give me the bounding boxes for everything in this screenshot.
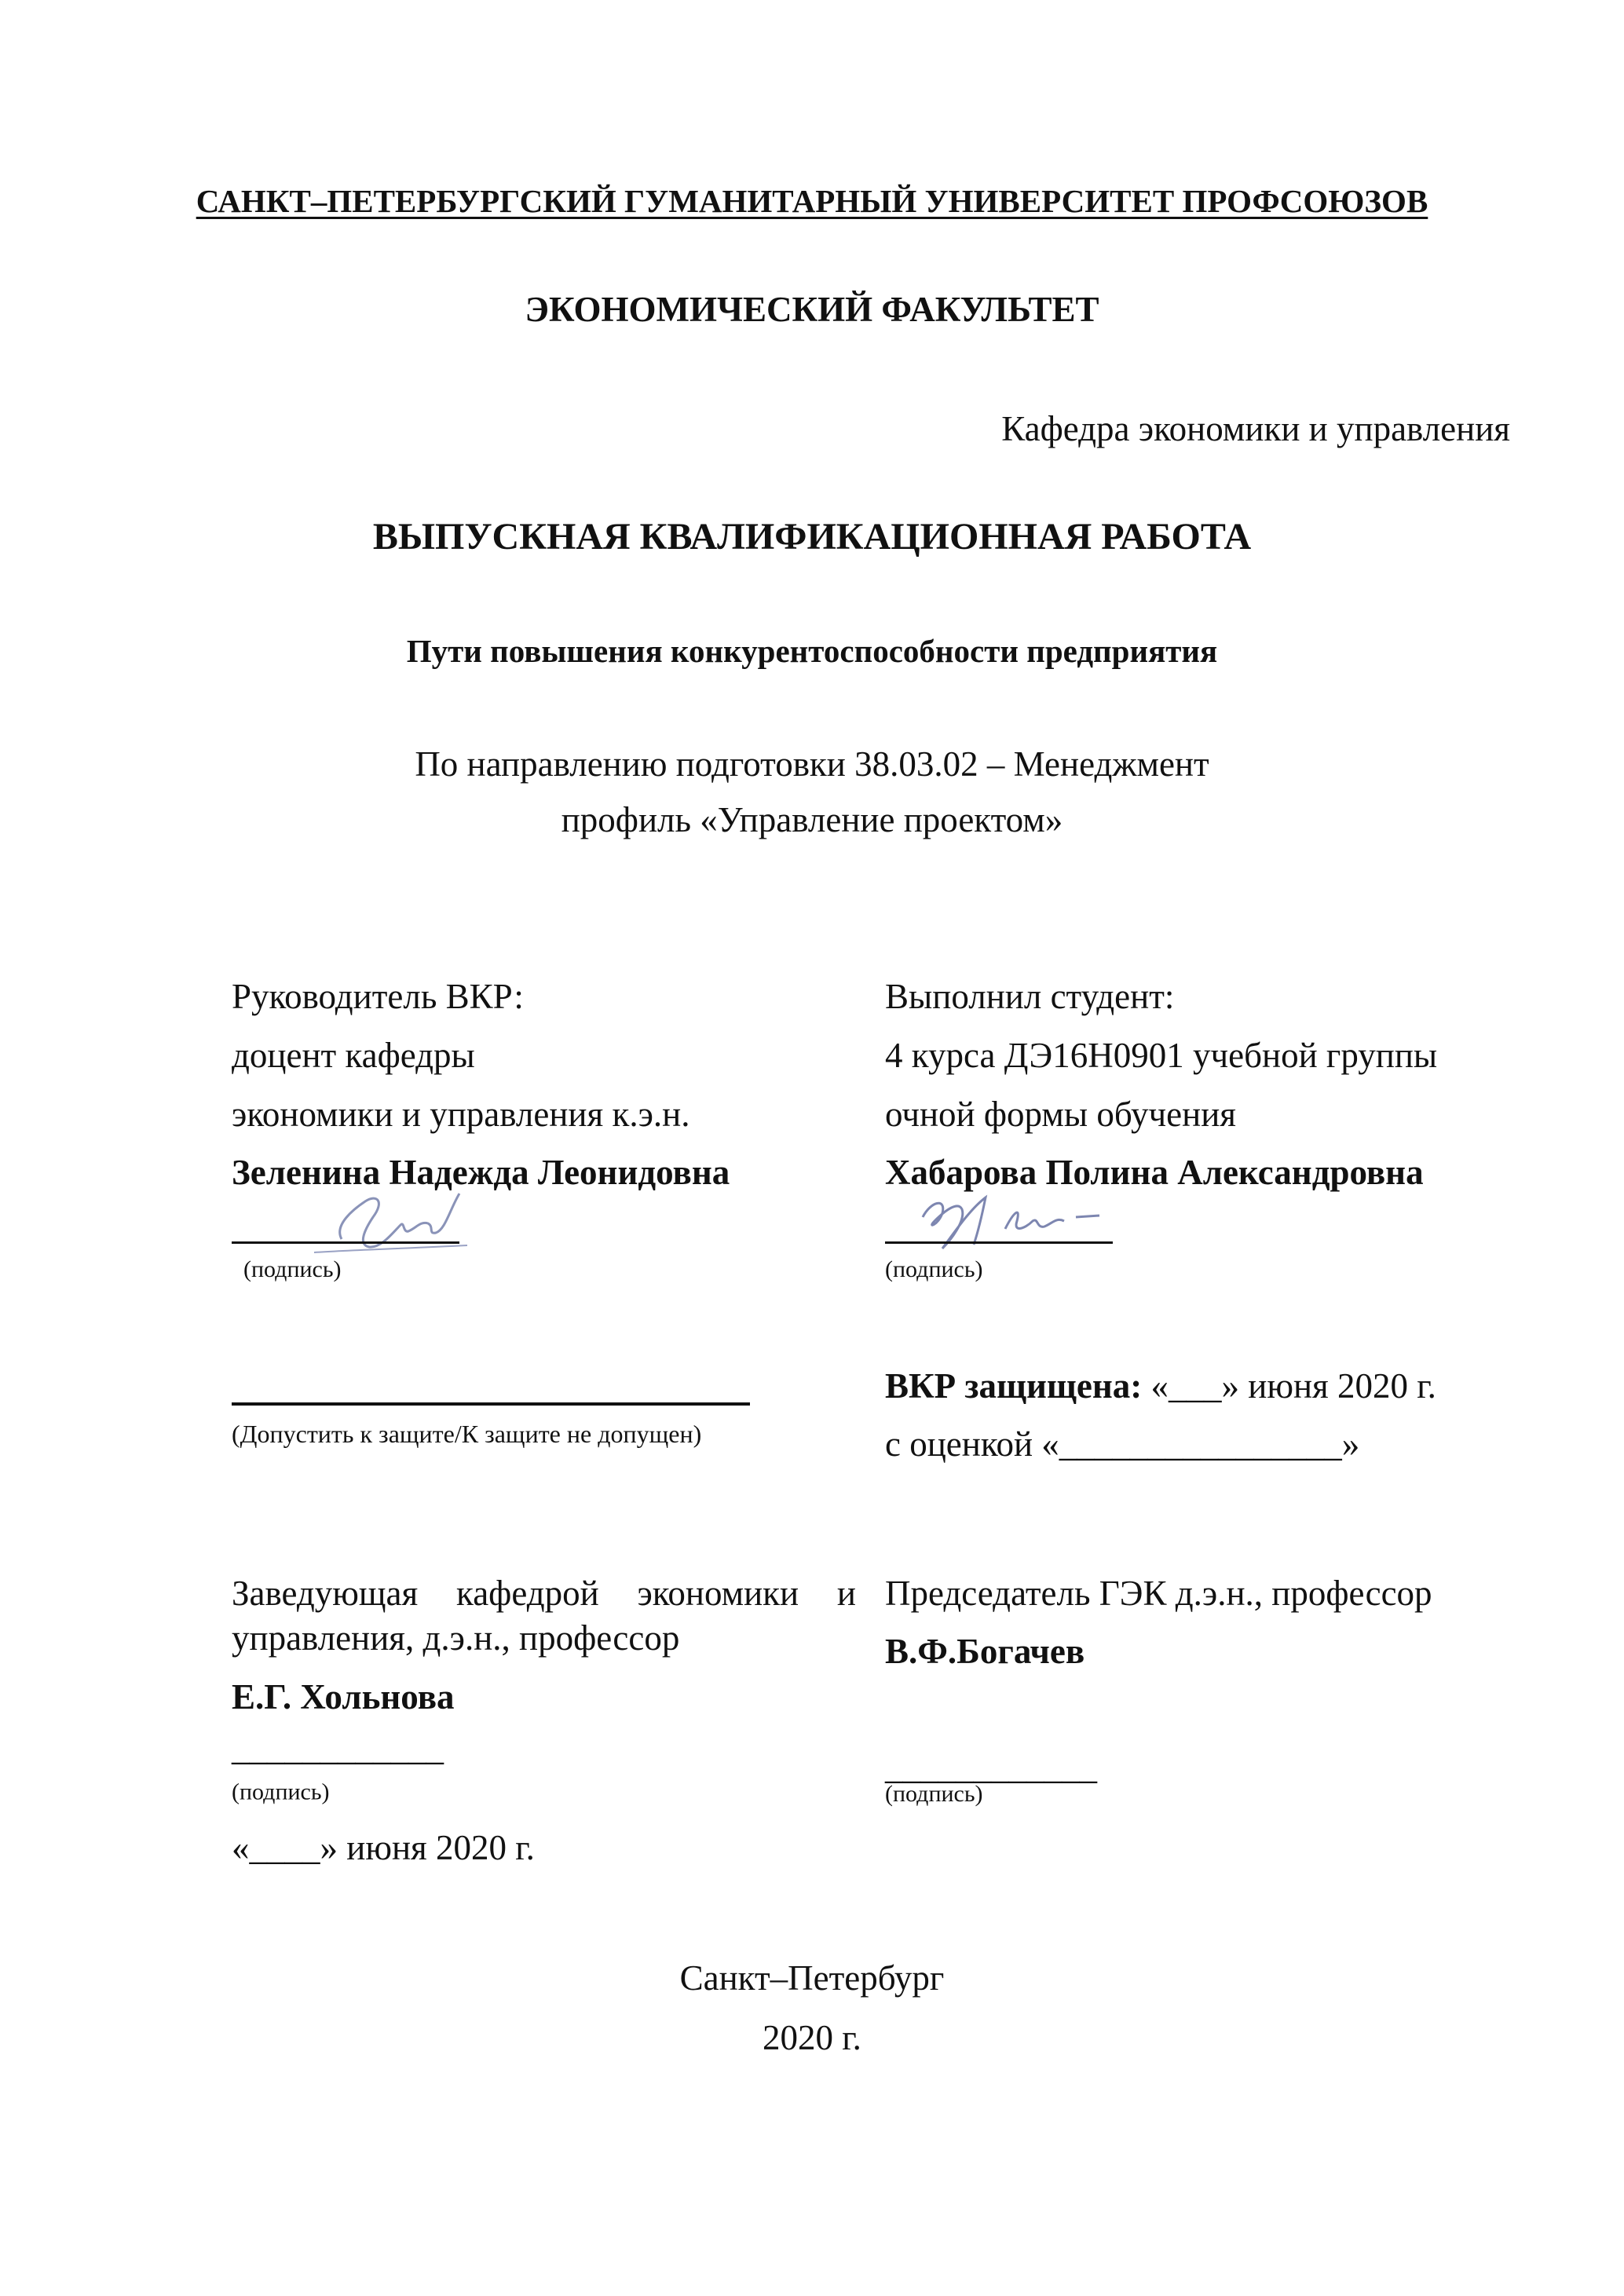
head-signature-line: ____________	[232, 1728, 444, 1768]
head-name: Е.Г. Хольнова	[232, 1677, 455, 1717]
head-title-2: управления, д.э.н., профессор	[232, 1618, 680, 1658]
chairman-signature-caption: (подпись)	[885, 1781, 983, 1807]
defense-info	[885, 1366, 1436, 1406]
chairman-title: Председатель ГЭК д.э.н., профессор	[885, 1574, 1432, 1613]
chairman-signature-line: ____________	[885, 1747, 1097, 1786]
work-type-title: ВЫПУСКНАЯ КВАЛИФИКАЦИОННАЯ РАБОТА	[372, 516, 1252, 558]
study-direction: По направлению подготовки 38.03.02 – Менеджмент	[415, 744, 1209, 784]
head-title-1: Заведующая кафедрой экономики и	[232, 1574, 856, 1613]
supervisor-position-2: экономики и управления к.э.н.	[232, 1095, 690, 1134]
student-signature-line	[885, 1241, 1113, 1244]
defense-label: ВКР защищена:	[885, 1366, 1143, 1406]
supervisor-signature-caption: (подпись)	[243, 1256, 342, 1282]
student-line-2: очной формы обучения	[885, 1095, 1236, 1134]
supervisor-label: Руководитель ВКР:	[232, 977, 524, 1016]
defense-grade: с оценкой «________________»	[885, 1424, 1360, 1464]
faculty-name: ЭКОНОМИЧЕСКИЙ ФАКУЛЬТЕТ	[525, 290, 1099, 329]
head-date: «____» июня 2020 г.	[232, 1828, 535, 1867]
study-profile: профиль «Управление проектом»	[561, 800, 1063, 839]
footer-year: 2020 г.	[763, 2018, 861, 2057]
thesis-topic: Пути повышения конкурентоспособности предприятия	[406, 633, 1218, 669]
chairman-name: В.Ф.Богачев	[885, 1632, 1085, 1671]
supervisor-signature-line	[232, 1241, 459, 1244]
student-signature	[911, 1186, 1107, 1256]
footer-city: Санкт–Петербург	[679, 1958, 945, 1998]
supervisor-position-1: доцент кафедры	[232, 1036, 475, 1075]
student-label: Выполнил студент:	[885, 977, 1175, 1016]
defense-date: «___» июня 2020 г.	[1150, 1366, 1436, 1406]
supervisor-signature	[310, 1178, 483, 1264]
university-name: САНКТ–ПЕТЕРБУРГСКИЙ ГУМАНИТАРНЫЙ УНИВЕРСИТЕТ ПРОФСОЮЗОВ	[196, 183, 1428, 219]
head-signature-caption: (подпись)	[232, 1779, 330, 1805]
admission-caption: (Допустить к защите/К защите не допущен)	[232, 1420, 702, 1448]
student-name: Хабарова Полина Александровна	[885, 1153, 1424, 1192]
student-line-1: 4 курса ДЭ16Н0901 учебной группы	[885, 1036, 1438, 1075]
student-signature-caption: (подпись)	[885, 1256, 983, 1282]
admission-line	[232, 1402, 750, 1406]
supervisor-name: Зеленина Надежда Леонидовна	[232, 1153, 730, 1192]
department-name: Кафедра экономики и управления	[1001, 409, 1510, 448]
head-signature-caption-wrap	[232, 1776, 330, 1817]
